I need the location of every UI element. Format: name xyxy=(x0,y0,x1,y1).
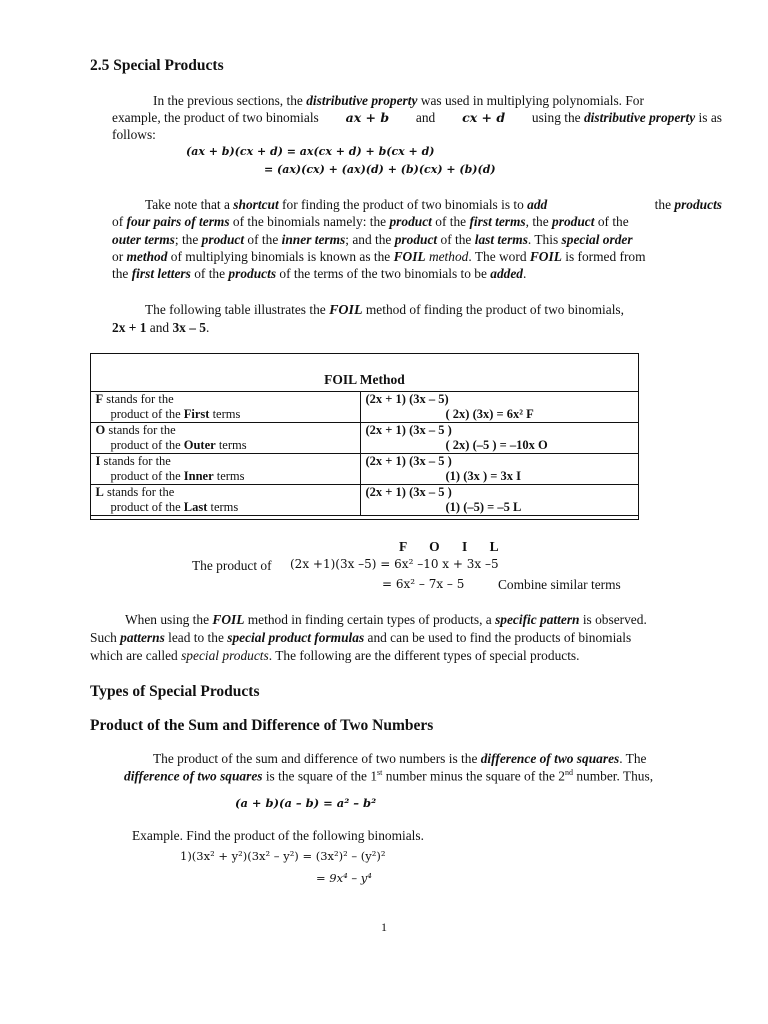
emphasis: last terms xyxy=(474,232,528,247)
emphasis: product xyxy=(394,232,438,247)
term-emphasis: Outer xyxy=(183,438,216,452)
page-number: 1 xyxy=(381,920,387,934)
emphasis: shortcut xyxy=(233,197,279,212)
table-intro-line-2 xyxy=(112,320,209,336)
text: . xyxy=(205,320,210,335)
text: product of the xyxy=(110,500,184,514)
table-caption: FOIL Method xyxy=(324,372,405,387)
emphasis: product xyxy=(201,232,245,247)
text: of the xyxy=(431,214,470,229)
emphasis: first letters xyxy=(131,266,191,281)
binomial-expression: (2x + 1) (3x – 5 ) xyxy=(365,454,452,468)
table-row xyxy=(90,423,638,454)
pattern-line-1 xyxy=(125,612,722,628)
intro-line-2 xyxy=(112,110,722,126)
note-line-3 xyxy=(112,232,633,248)
text: is formed from xyxy=(561,249,646,264)
term-key: L xyxy=(95,485,104,499)
text: product of the xyxy=(110,438,184,452)
intro-equation-2: = (ax)(cx) + (ax)(d) + (b)(cx) + (b)(d) xyxy=(264,163,496,176)
intro-equation-1: (ax + b)(cx + d) = ax(cx + d) + b(cx + d) xyxy=(186,145,435,158)
math-inline: 3x – 5 xyxy=(172,320,206,335)
emphasis: specific pattern xyxy=(495,612,580,627)
section-title: 2.5 Special Products xyxy=(90,57,224,74)
text: stands for the xyxy=(103,485,175,499)
emphasis: distributive property xyxy=(583,110,696,125)
text: of the xyxy=(437,232,475,247)
text: product of the xyxy=(110,407,184,421)
term-product: ( 2x) (–5 ) = –10x O xyxy=(445,438,548,452)
term-emphasis: Inner xyxy=(183,469,214,483)
intro-line-1 xyxy=(153,93,644,109)
text: When using the xyxy=(125,612,213,627)
text: stands for the xyxy=(103,392,174,406)
table-row xyxy=(90,454,638,485)
text: lead to the xyxy=(164,630,228,645)
product-comment: Combine similar terms xyxy=(498,577,621,592)
text: method of finding the product of two binomials, xyxy=(362,302,624,317)
text: of the binomials namely: the xyxy=(229,214,390,229)
text: for finding the product of two binomials is to xyxy=(278,197,528,212)
emphasis: patterns xyxy=(120,630,165,645)
text: product of the xyxy=(110,469,184,483)
emphasis-italic: special products xyxy=(181,648,269,663)
sum-difference-heading: Product of the Sum and Difference of Two Numbers xyxy=(90,717,434,734)
term-key: I xyxy=(95,454,101,468)
term-description-cell xyxy=(90,392,360,423)
text: of xyxy=(112,214,127,229)
text: Take note that a xyxy=(145,197,234,212)
sum-diff-line-2 xyxy=(124,768,653,784)
text: terms xyxy=(215,438,247,452)
text: . The word xyxy=(468,249,530,264)
difference-of-squares-formula: (a + b)(a – b) = a² – b² xyxy=(235,796,377,810)
emphasis: outer terms xyxy=(112,232,175,247)
example-equation-1: 1)(3x² + y²)(3x² – y²) = (3x²)² – (y²)² xyxy=(180,849,386,863)
emphasis: difference of two squares xyxy=(480,751,620,766)
text: terms xyxy=(207,500,239,514)
types-heading: Types of Special Products xyxy=(90,683,260,700)
text: was used in multiplying polynomials. For xyxy=(417,93,644,108)
text: the xyxy=(654,197,675,212)
text: and xyxy=(146,320,173,335)
text: is observed. xyxy=(579,612,647,627)
text: In the previous sections, the xyxy=(153,93,307,108)
emphasis: first terms xyxy=(469,214,526,229)
emphasis: four pairs of terms xyxy=(126,214,230,229)
text: number. Thus, xyxy=(572,768,654,784)
text: and can be used to find the products of binomials xyxy=(364,630,632,645)
binomial-expression: (2x + 1) (3x – 5) xyxy=(365,392,449,406)
term-key: O xyxy=(95,423,106,437)
text: . The xyxy=(619,751,647,766)
emphasis: added xyxy=(490,266,523,281)
term-emphasis: Last xyxy=(183,500,208,514)
text: example, the product of two binomials xyxy=(112,110,319,125)
emphasis: products xyxy=(228,266,277,281)
text: number minus the square of the 2 xyxy=(382,768,565,784)
text: ; and the xyxy=(345,232,395,247)
text: . xyxy=(523,266,527,281)
example-equation-2: = 9x⁴ – y⁴ xyxy=(316,871,372,885)
emphasis-italic: method xyxy=(425,249,469,264)
text: using the xyxy=(531,110,584,125)
text: of the terms of the two binomials to be xyxy=(276,266,491,281)
text: is as xyxy=(695,110,722,125)
term-description-cell xyxy=(90,485,360,516)
foil-letters xyxy=(399,539,499,555)
emphasis: FOIL xyxy=(329,303,363,318)
term-product-cell xyxy=(360,485,638,516)
text: or xyxy=(112,249,127,264)
text: ; the xyxy=(174,232,202,247)
text: of the xyxy=(244,232,282,247)
emphasis: product xyxy=(552,214,595,229)
text: . This xyxy=(527,232,562,247)
table-row xyxy=(90,392,638,423)
emphasis: difference of two squares xyxy=(124,768,263,784)
term-key: F xyxy=(95,392,104,406)
emphasis: FOIL xyxy=(393,249,426,264)
pattern-line-2 xyxy=(90,630,631,646)
math-inline: ax + b xyxy=(345,110,390,125)
emphasis: products xyxy=(674,197,722,212)
text: . The following are the different types of special products. xyxy=(268,648,580,663)
foil-letters-text: F O I L xyxy=(399,539,499,554)
text: The product of the sum and difference of two numbers is the xyxy=(153,751,481,766)
example-label: Example. Find the product of the following binomials. xyxy=(132,828,424,843)
math-inline: 2x + 1 xyxy=(112,320,147,335)
text: the xyxy=(112,266,132,281)
term-product: (1) (3x ) = 3x I xyxy=(445,469,522,483)
note-line-4 xyxy=(112,249,646,265)
emphasis: distributive property xyxy=(306,93,418,108)
pattern-line-3 xyxy=(90,648,580,664)
term-emphasis: First xyxy=(183,407,210,421)
text: which are called xyxy=(90,648,182,663)
foil-table-body xyxy=(90,391,639,516)
binomial-expression: (2x + 1) (3x – 5 ) xyxy=(365,423,452,437)
term-product-cell xyxy=(360,392,638,423)
text: terms xyxy=(213,469,245,483)
term-product-cell xyxy=(360,423,638,454)
emphasis: FOIL xyxy=(212,612,245,627)
term-product: ( 2x) (3x) = 6x² F xyxy=(445,407,534,421)
table-intro-line-1 xyxy=(145,302,624,319)
emphasis: method xyxy=(126,249,168,264)
math-inline: cx + d xyxy=(462,110,506,125)
text: and xyxy=(415,110,436,125)
note-line-2 xyxy=(112,214,722,230)
text: The following table illustrates the xyxy=(145,302,330,317)
product-equation-1: (2x +1)(3x –5) = 6x² –10 x + 3x –5 xyxy=(290,557,499,571)
superscript: nd xyxy=(564,768,573,777)
text: stands for the xyxy=(100,454,171,468)
emphasis: special product formulas xyxy=(227,630,365,645)
text: Such xyxy=(90,630,121,645)
text: of the xyxy=(594,214,629,229)
note-line-1 xyxy=(145,197,722,213)
term-product: (1) (–5) = –5 L xyxy=(445,500,522,514)
text: method in finding certain types of products, a xyxy=(244,612,496,627)
binomial-expression: (2x + 1) (3x – 5 ) xyxy=(365,485,452,499)
emphasis: add xyxy=(527,197,548,212)
foil-table xyxy=(90,353,639,520)
term-description-cell xyxy=(90,454,360,485)
product-equation-2: = 6x² – 7x – 5 xyxy=(382,577,465,591)
product-label: The product of xyxy=(192,558,272,573)
emphasis: product xyxy=(389,214,432,229)
emphasis: FOIL xyxy=(529,249,562,264)
table-row xyxy=(90,485,638,516)
text: , the xyxy=(525,214,553,229)
intro-line-3: follows: xyxy=(112,127,156,142)
term-description-cell xyxy=(90,423,360,454)
emphasis: inner terms xyxy=(281,232,346,247)
text: stands for the xyxy=(105,423,176,437)
sum-diff-line-1 xyxy=(153,751,722,767)
superscript: st xyxy=(377,768,383,777)
text: is the square of the 1 xyxy=(262,768,378,784)
term-product-cell xyxy=(360,454,638,485)
note-line-5 xyxy=(112,266,526,282)
text: terms xyxy=(209,407,241,421)
text: of multiplying binomials is known as the xyxy=(167,249,394,264)
text: of the xyxy=(190,266,229,281)
emphasis: special order xyxy=(561,232,633,247)
